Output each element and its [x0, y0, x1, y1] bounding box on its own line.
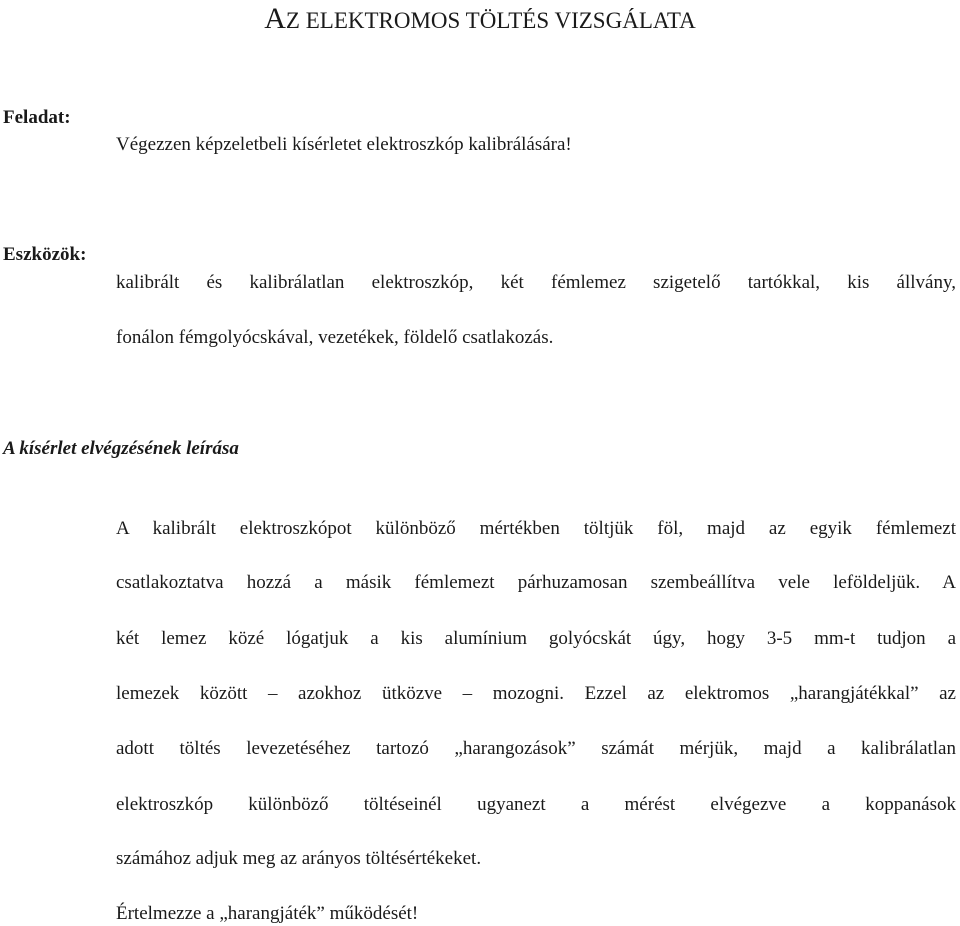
tools-line-2: fonálon fémgolyócskával, vezetékek, földelő csatlakozás. — [116, 327, 554, 348]
task-text: Végezzen képzeletbeli kísérletet elektroszkóp kalibrálására! — [116, 134, 572, 155]
tools-line-1: kalibrált és kalibrálatlan elektroszkóp, két fémlemez szigetelő tartókkal, kis állvány, — [116, 272, 956, 293]
description-final: Értelmezze a „harangjáték” működését! — [116, 903, 419, 924]
description-line-4: lemezek között – azokhoz ütközve – mozogni. Ezzel az elektromos „harangjátékkal” az — [116, 683, 956, 704]
description-line-2: csatlakoztatva hozzá a másik fémlemezt párhuzamosan szembeállítva vele leföldeljük. A — [116, 572, 956, 593]
task-label: Feladat: — [3, 107, 71, 128]
document-title — [0, 2, 960, 38]
description-line-5: adott töltés levezetéséhez tartozó „harangozások” számát mérjük, majd a kalibrálatlan — [116, 738, 956, 759]
description-line-3: két lemez közé lógatjuk a kis alumínium golyócskát úgy, hogy 3-5 mm-t tudjon a — [116, 628, 956, 649]
description-heading: A kísérlet elvégzésének leírása — [3, 438, 239, 459]
title-first-letter: A — [264, 2, 286, 35]
tools-label: Eszközök: — [3, 244, 87, 265]
description-line-1: A kalibrált elektroszkópot különböző mértékben töltjük föl, majd az egyik fémlemezt — [116, 518, 956, 539]
description-line-7: számához adjuk meg az arányos töltésértékeket. — [116, 848, 482, 869]
title-rest: Z ELEKTROMOS TÖLTÉS VIZSGÁLATA — [285, 8, 696, 33]
description-line-6: elektroszkóp különböző töltéseinél ugyanezt a mérést elvégezve a koppanások — [116, 794, 956, 815]
